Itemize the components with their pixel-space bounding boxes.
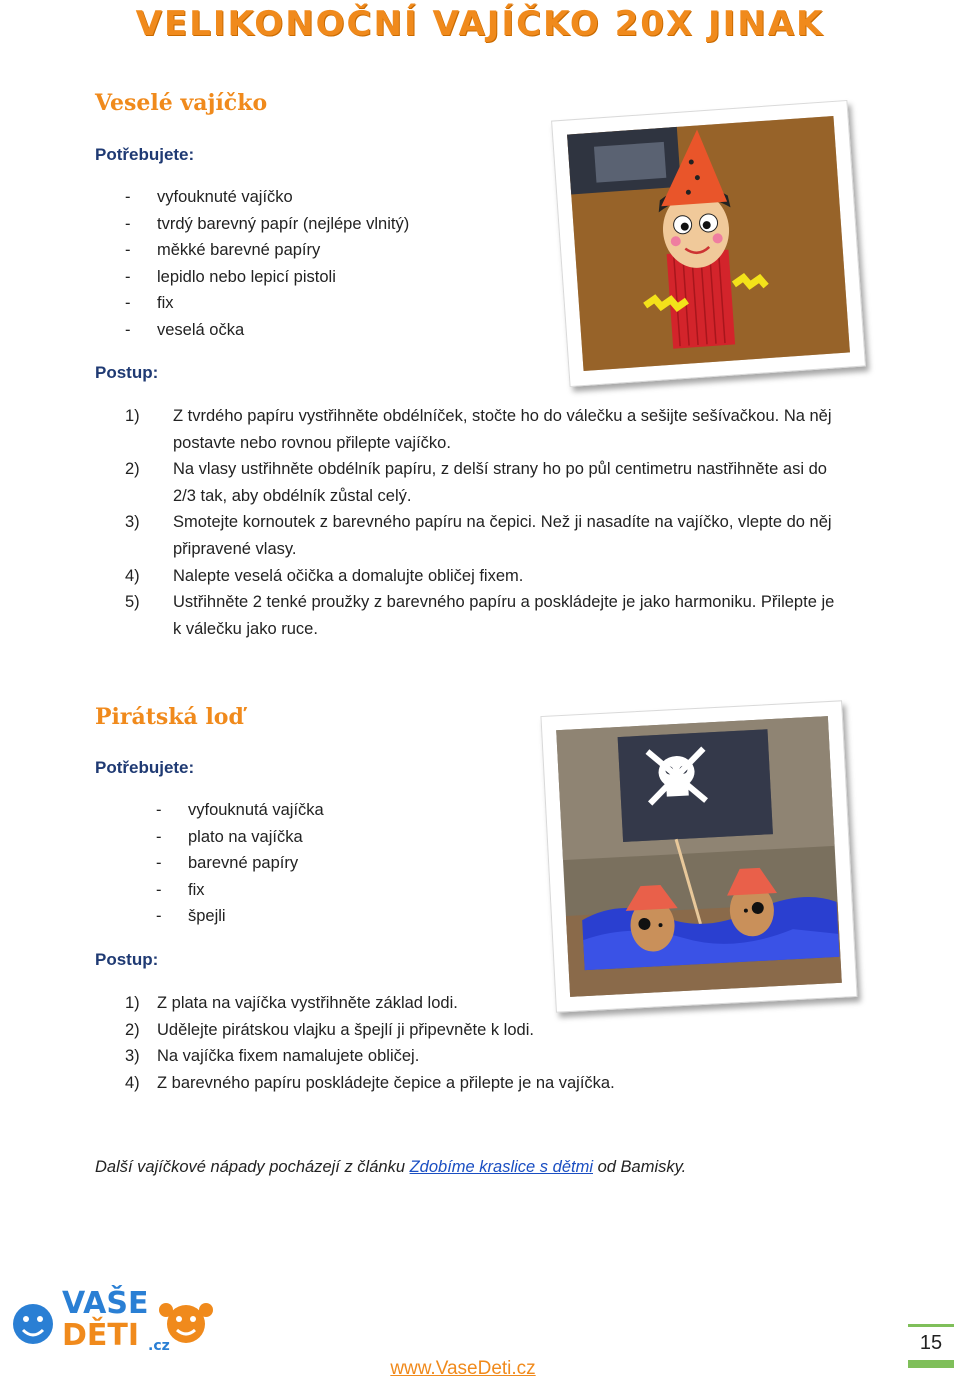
logo-text-vase: VAŠE <box>62 1286 149 1321</box>
list-item: 3) Smotejte kornoutek z barevného papíru na čepici. Než ji nasadíte na vajíčko, vlepte do něj připravené vlasy. <box>125 513 832 558</box>
list-item: - vyfouknutá vajíčka <box>156 801 324 819</box>
page-number-bottom-bar <box>908 1360 954 1368</box>
list-item: 5) Ustřihněte 2 tenké proužky z barevného papíru a poskládejte je jako harmoniku. Přilepte je k válečku jako ruce. <box>125 593 835 638</box>
list-item: - veselá očka <box>125 320 245 339</box>
section-title-happy-egg: Veselé vajíčko <box>95 90 268 116</box>
list-item: - vyfouknuté vajíčko <box>125 188 293 206</box>
photo-happy-egg <box>551 100 866 387</box>
logo-text-deti: DĚTI <box>62 1318 140 1353</box>
list-item: - měkké barevné papíry <box>125 241 321 260</box>
happy-egg-illustration <box>552 101 865 386</box>
logo-text-cz: .cz <box>148 1338 170 1354</box>
pirate-ship-illustration <box>541 701 856 1011</box>
steps-label: Postup: <box>95 363 159 382</box>
list-item: 4) Nalepte veselá očička a domalujte obličej fixem. <box>125 566 524 585</box>
page-number-top-bar <box>908 1324 954 1327</box>
section-title-pirate-ship: Pirátská loď <box>95 704 244 730</box>
source-note: Další vajíčkové nápady pocházejí z článku Zdobíme kraslice s dětmi od Bamisky. <box>95 1158 687 1176</box>
page-number: 15 <box>919 1332 943 1354</box>
page-number-box <box>908 1324 954 1368</box>
photo-pirate-ship <box>540 700 857 1012</box>
list-item: 2) Udělejte pirátskou vlajku a špejlí ji připevněte k lodi. <box>125 1020 534 1039</box>
list-item: - lepidlo nebo lepicí pistoli <box>125 267 336 286</box>
footer-url-link[interactable]: www.VaseDeti.cz <box>390 1358 536 1379</box>
materials-list-2 <box>156 797 456 930</box>
list-item: 1) Z plata na vajíčka vystřihněte základ lodi. <box>125 994 458 1012</box>
list-item: - špejli <box>156 907 226 926</box>
list-item: 4) Z barevného papíru poskládejte čepice a přilepte je na vajíčka. <box>125 1073 615 1092</box>
list-item: - fix <box>156 880 205 899</box>
page-banner-title: VELIKONOČNÍ VAJÍČKO 20X JINAK <box>135 4 825 44</box>
list-item: - fix <box>125 294 174 313</box>
list-item: 2) Na vlasy ustřihněte obdélník papíru, z delší strany ho po půl centimetru nastřihněte asi do 2/3 tak, aby obdélník zůstal celý. <box>125 460 827 505</box>
list-item: - barevné papíry <box>156 854 299 873</box>
source-article-link[interactable]: Zdobíme kraslice s dětmi <box>409 1158 593 1176</box>
steps-list-1 <box>125 403 885 642</box>
list-item: 1) Z tvrdého papíru vystřihněte obdélníček, stočte ho do válečku a sešijte sešívačkou. Na něj postavte nebo rovnou přilepte vajíčko. <box>125 407 832 452</box>
vasedeti-logo <box>6 1288 216 1368</box>
list-item: 3) Na vajíčka fixem namalujete obličej. <box>125 1047 420 1066</box>
needs-label: Potřebujete: <box>95 758 195 777</box>
needs-label: Potřebujete: <box>95 145 195 164</box>
materials-list-1 <box>125 184 545 344</box>
list-item: - plato na vajíčka <box>156 827 303 846</box>
list-item: - tvrdý barevný papír (nejlépe vlnitý) <box>125 214 410 233</box>
steps-label: Postup: <box>95 950 159 969</box>
